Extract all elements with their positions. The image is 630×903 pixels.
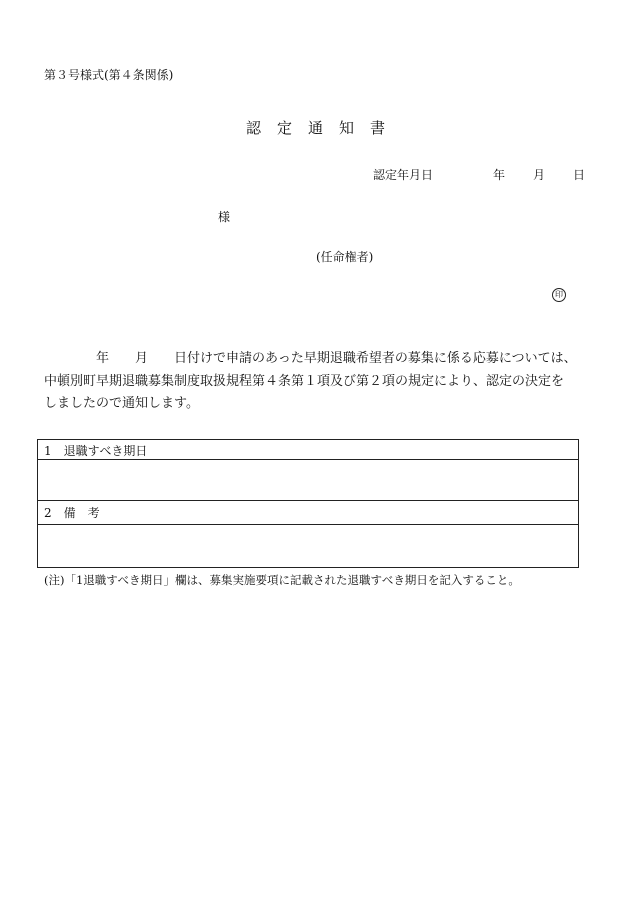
row1-label: 1 退職すべき期日	[44, 444, 148, 458]
table-row-field-2[interactable]	[38, 525, 578, 567]
table-row-header-1	[38, 440, 578, 460]
authority-label: (任命権者)	[316, 250, 374, 264]
body-paragraph	[44, 348, 592, 416]
addressee-suffix: 様	[218, 210, 231, 224]
document-title: 認定通知書	[246, 119, 402, 137]
table-row-header-2	[38, 501, 578, 525]
date-day: 日	[573, 168, 586, 182]
date-year: 年	[493, 168, 506, 182]
date-label: 認定年月日	[373, 168, 434, 182]
seal-mark: 印	[552, 288, 566, 302]
body-line-3: しましたので通知します。	[44, 396, 199, 411]
row2-label: 2 備 考	[44, 506, 100, 520]
date-month: 月	[533, 168, 546, 182]
table-row-field-1[interactable]	[38, 460, 578, 501]
footnote: (注)「1退職すべき期日」欄は、募集実施要項に記載された退職すべき期日を記入すること。	[44, 573, 520, 587]
body-line-1: 年 月 日付けで申請のあった早期退職希望者の募集に係る応募については、	[96, 351, 577, 366]
form-number: 第３号様式(第４条関係)	[44, 68, 174, 82]
info-table	[37, 439, 579, 568]
body-line-2: 中頓別町早期退職募集制度取扱規程第４条第１項及び第２項の規定により、認定の決定を	[44, 373, 565, 389]
